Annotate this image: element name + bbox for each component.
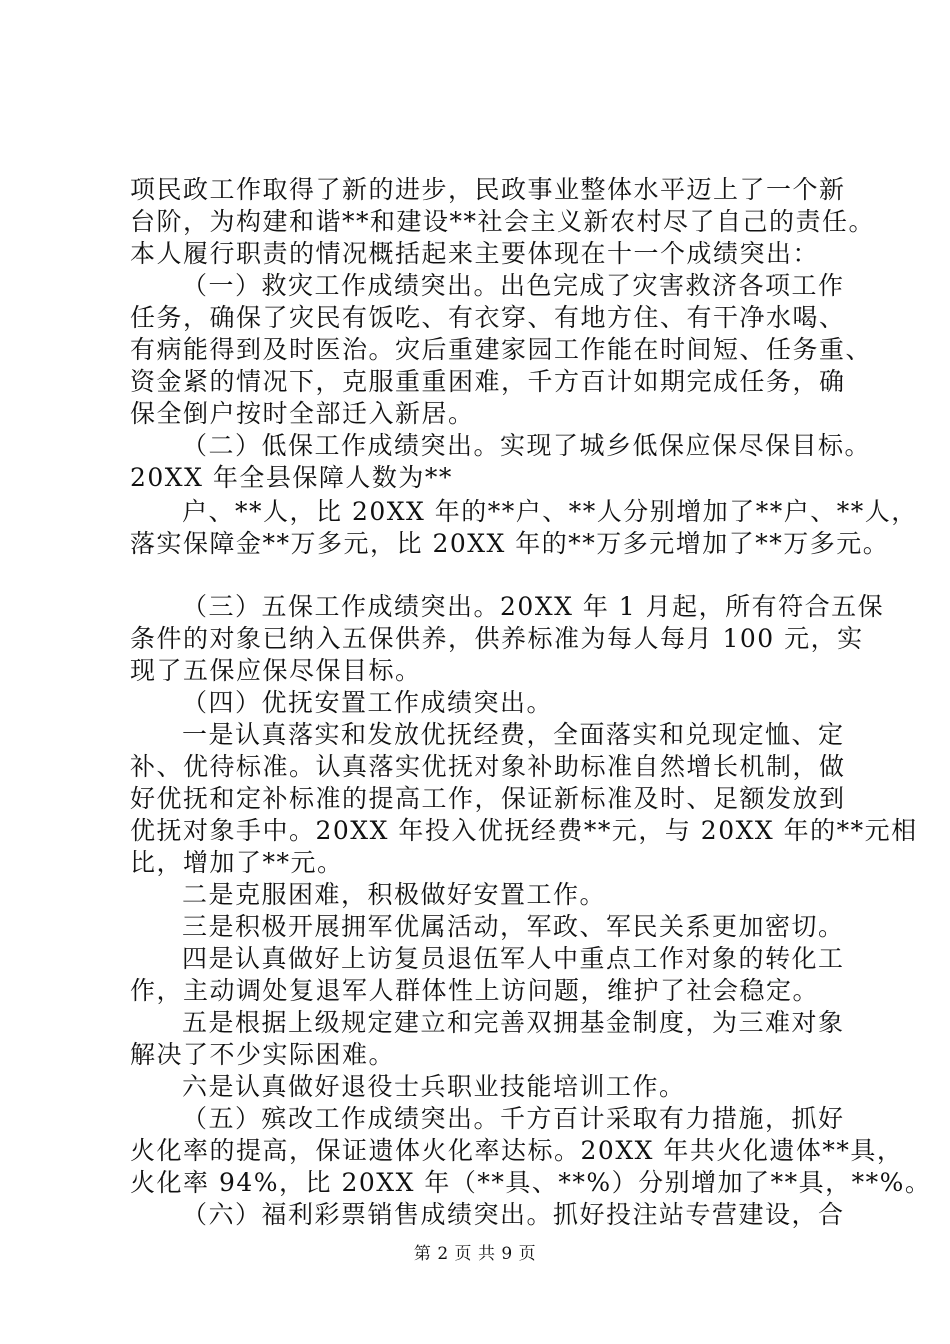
body-line: 本人履行职责的情况概括起来主要体现在十一个成绩突出： — [130, 239, 820, 268]
body-line: 现了五保应保尽保目标。 — [130, 656, 422, 685]
body-line: 二是克服困难，积极做好安置工作。 — [182, 880, 607, 909]
body-line: 好优抚和定补标准的提高工作，保证新标准及时、足额发放到 — [130, 784, 846, 813]
body-line: 四是认真做好上访复员退伍军人中重点工作对象的转化工 — [182, 944, 845, 973]
body-line: 优抚对象手中。20XX 年投入优抚经费**元，与 20XX 年的**元相 — [130, 816, 918, 845]
body-line: 条件的对象已纳入五保供养，供养标准为每人每月 100 元，实 — [130, 624, 864, 653]
body-line: 台阶，为构建和谐**和建设**社会主义新农村尽了自己的责任。 — [130, 207, 876, 236]
body-line: 资金紧的情况下，克服重重困难，千方百计如期完成任务，确 — [130, 367, 846, 396]
body-line: 五是根据上级规定建立和完善双拥基金制度，为三难对象 — [182, 1008, 845, 1037]
body-line: 一是认真落实和发放优抚经费，全面落实和兑现定恤、定 — [182, 720, 845, 749]
body-line: 火化率的提高，保证遗体火化率达标。20XX 年共火化遗体**具， — [130, 1136, 904, 1165]
body-line: 项民政工作取得了新的进步，民政事业整体水平迈上了一个新 — [130, 175, 846, 204]
body-line: 火化率 94%，比 20XX 年（**具、**%）分别增加了**具，**%。 — [130, 1168, 932, 1197]
paragraph-heading-4: （四）优抚安置工作成绩突出。 — [182, 688, 554, 717]
body-line: 户、**人，比 20XX 年的**户、**人分别增加了**户、**人， — [182, 497, 918, 526]
body-line: 作，主动调处复退军人群体性上访问题，维护了社会稳定。 — [130, 976, 820, 1005]
body-line: 六是认真做好退役士兵职业技能培训工作。 — [182, 1072, 686, 1101]
paragraph-heading-5: （五）殡改工作成绩突出。千方百计采取有力措施，抓好 — [182, 1104, 845, 1133]
body-line: 有病能得到及时医治。灾后重建家园工作能在时间短、任务重、 — [130, 335, 873, 364]
body-line: 20XX 年全县保障人数为** — [130, 463, 453, 492]
body-line: 解决了不少实际困难。 — [130, 1040, 396, 1069]
body-line: 保全倒户按时全部迁入新居。 — [130, 399, 475, 428]
body-line: 比，增加了**元。 — [130, 848, 344, 877]
body-line: 任务，确保了灾民有饭吃、有衣穿、有地方住、有干净水喝、 — [130, 303, 846, 332]
body-line: 落实保障金**万多元，比 20XX 年的**万多元增加了**万多元。 — [130, 529, 890, 558]
body-line: 补、优待标准。认真落实优抚对象补助标准自然增长机制，做 — [130, 752, 846, 781]
body-line: 三是积极开展拥军优属活动，军政、军民关系更加密切。 — [182, 912, 845, 941]
paragraph-heading-1: （一）救灾工作成绩突出。出色完成了灾害救济各项工作 — [182, 271, 845, 300]
paragraph-heading-6: （六）福利彩票销售成绩突出。抓好投注站专营建设，合 — [182, 1200, 845, 1229]
page-number-footer: 第 2 页 共 9 页 — [413, 1244, 537, 1264]
paragraph-heading-2: （二）低保工作成绩突出。实现了城乡低保应保尽保目标。 — [182, 431, 872, 460]
paragraph-heading-3: （三）五保工作成绩突出。20XX 年 1 月起，所有符合五保 — [182, 592, 885, 621]
